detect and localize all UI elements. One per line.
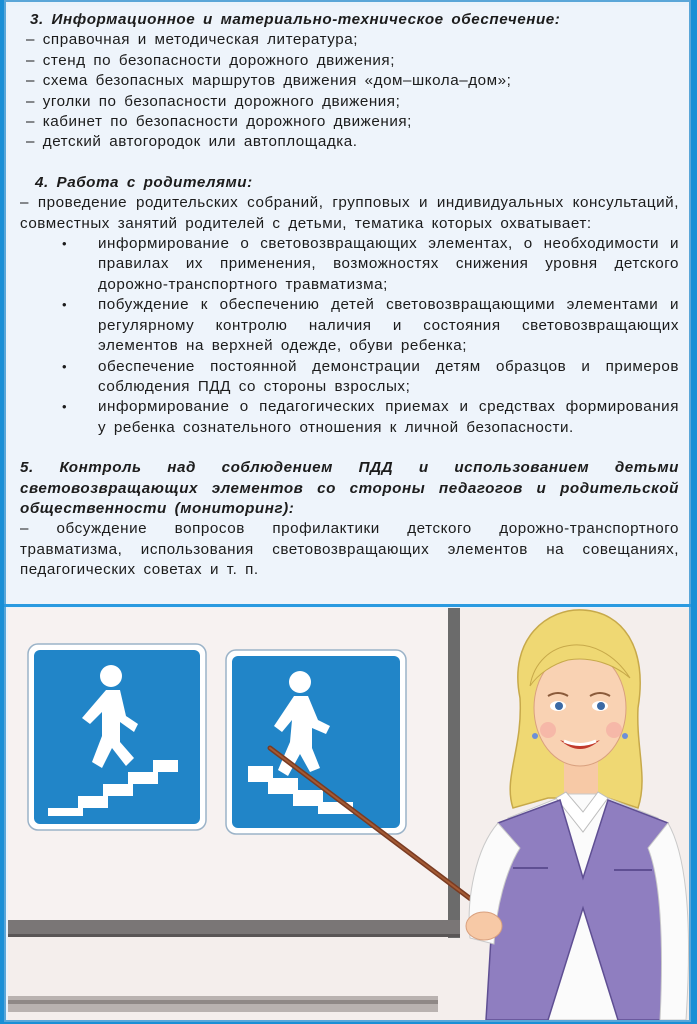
bullet-item: • обеспечение постоянной демонстрации детям образцов и примеров соблюдения ПДД со стороны взрослых; (20, 357, 679, 398)
board-ledge (8, 920, 460, 934)
section-3-heading: 3. Информационное и материально-техническое обеспечение: (30, 11, 561, 28)
section-5-heading: 5. Контроль над соблюдением ПДД и использованием детьми световозвращающих элементов со стороны педагогов и родительской общественности (мониторинг): (20, 459, 679, 517)
bullet-item: • побуждение к обеспечению детей световозвращающими элементами и регулярному контролю наличия и состояния световозвращающих элементов на верхней одежде, обуви ребенка; (20, 295, 679, 356)
section-4-intro: – проведение родительских собраний, групповых и индивидуальных консультаций, совместных занятий родителей с детьми, тематика которых охватывает: (20, 194, 679, 232)
section-4-heading: 4. Работа с родителями: (35, 173, 253, 191)
section-3-item: – стенд по безопасности дорожного движения; (20, 51, 679, 71)
section-5-text: – обсуждение вопросов профилактики детского дорожно-транспортного травматизма, использования световозвращающих элементов на совещаниях, педагогических советах и т. п. (20, 520, 679, 579)
section-3-item: – кабинет по безопасности дорожного движения; (20, 112, 679, 132)
section-3-item: – уголки по безопасности дорожного движения; (20, 92, 679, 112)
teacher-illustration (8, 608, 689, 1020)
bullet-item: • информирование о педагогических приемах и средствах формирования у ребенка сознательного отношения к личной безопасности. (20, 397, 679, 438)
text-panel (8, 6, 689, 604)
illustration (8, 608, 689, 1020)
section-3-item: – справочная и методическая литература; (20, 30, 679, 50)
separator-line (4, 604, 691, 607)
sign-stairs-up-icon (28, 644, 206, 830)
sign-stairs-down-icon (226, 650, 406, 834)
section-3-item: – схема безопасных маршрутов движения «дом–школа–дом»; (20, 71, 679, 91)
section-3-item: – детский автогородок или автоплощадка. (20, 132, 679, 152)
bullet-item: • информирование о световозвращающих элементах, о необходимости и правилах их применения, возможностях снижения уровня детского дорожно-транспортного травматизма; (20, 234, 679, 295)
section-4-bullet-list (20, 234, 679, 438)
